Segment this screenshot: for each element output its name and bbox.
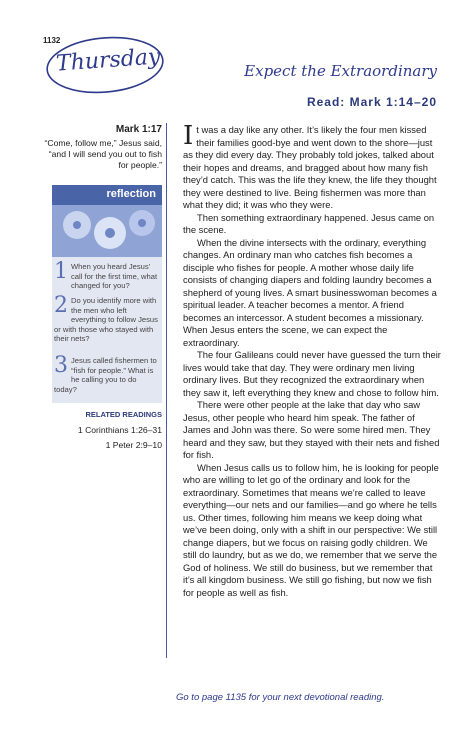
reflection-question-1: [54, 259, 160, 291]
reflection-question-3: [54, 353, 160, 394]
body-paragraph: There were other people at the lake that day who saw Jesus, other people who heard him speak. The father of James and John was there. So were some hired men. They heard and they saw, but they stayed with their nets and fished for fish.: [183, 399, 440, 460]
page-number: 1132: [43, 36, 61, 45]
flower-image: [52, 205, 162, 257]
devotional-body: [183, 121, 443, 599]
related-reading-item: 1 Corinthians 1:26–31: [77, 425, 162, 435]
verse-reference: Mark 1:17: [115, 124, 162, 135]
body-paragraph: When the divine intersects with the ordinary, everything changes. An ordinary man who catches fish becomes a disciple who fishes for people. A mother whose daily life consists of changing diapers and folding laundry becomes a shepherd of young lives. A smart businesswoman becomes a spiritual leader. A teacher becomes a mentor. A friend becomes an intercessor. A student becomes a missionary. When Jesus enters the scene, we can expect the extraordinary.: [183, 236, 437, 348]
reading-reference: Read: Mark 1:14–20: [306, 95, 437, 109]
drop-cap: I: [183, 121, 194, 151]
body-paragraph: Then something extraordinary happened. Jesus came on the scene.: [183, 211, 435, 235]
question-number: 1: [54, 259, 68, 284]
question-number: 2: [54, 293, 68, 318]
body-paragraph: It was a day like any other. It’s likely the four men kissed their families good-bye and went down to the shore—just as they did every day. They probably told jokes, talked about their hopes and dreams, and bragged about how many fish they’d catch. This was the life they knew, the life they thought they were destined to live. Being fishermen was more than what they did; it was who they were.: [183, 121, 437, 210]
question-number: 3: [54, 353, 68, 378]
reflection-title: reflection: [106, 188, 156, 200]
related-readings-heading: RELATED READINGS: [85, 410, 162, 419]
related-reading-item: 1 Peter 2:9–10: [105, 440, 162, 450]
day-title: Thursday: [55, 44, 162, 77]
question-text: Do you identify more with the men who left everything to follow Jesus or with those who stayed with their nets?: [54, 296, 158, 344]
page-title: Expect the Extraordinary: [244, 62, 437, 80]
question-text: When you heard Jesus’ call for the first time, what changed for you?: [71, 262, 158, 291]
next-reading-note: Go to page 1135 for your next devotional reading.: [176, 692, 385, 703]
body-paragraph: The four Galileans could never have guessed the turn their lives would take that day. They were ordinary men living ordinary lives. But they recognized the extraordinary when they saw it, left everything they knew and chose to follow him.: [183, 349, 441, 398]
column-divider: [166, 123, 167, 658]
question-text: Jesus called fishermen to “fish for people.” What is he calling you to do today?: [54, 356, 157, 394]
verse-text: “Come, follow me,” Jesus said, “and I will send you out to fish for people.”: [44, 138, 162, 170]
body-paragraph: When Jesus calls us to follow him, he is looking for people who are willing to let go of the ordinary and look for the extraordinary. Sometimes that means we’re called to leave everything—our nets and our families—and go where he tells us. Other times, following him means we keep doing what we’ve been doing, only with a shift in our perspective: We still change diapers, but we focus on raising godly children. We still do laundry, but as we do, we remember that we serve the God of holiness. We still do business, but we remember that it’s all kingdom business. We still go fishing, but now we fish for people as well as fish.: [183, 461, 439, 598]
reflection-question-2: [54, 293, 160, 344]
